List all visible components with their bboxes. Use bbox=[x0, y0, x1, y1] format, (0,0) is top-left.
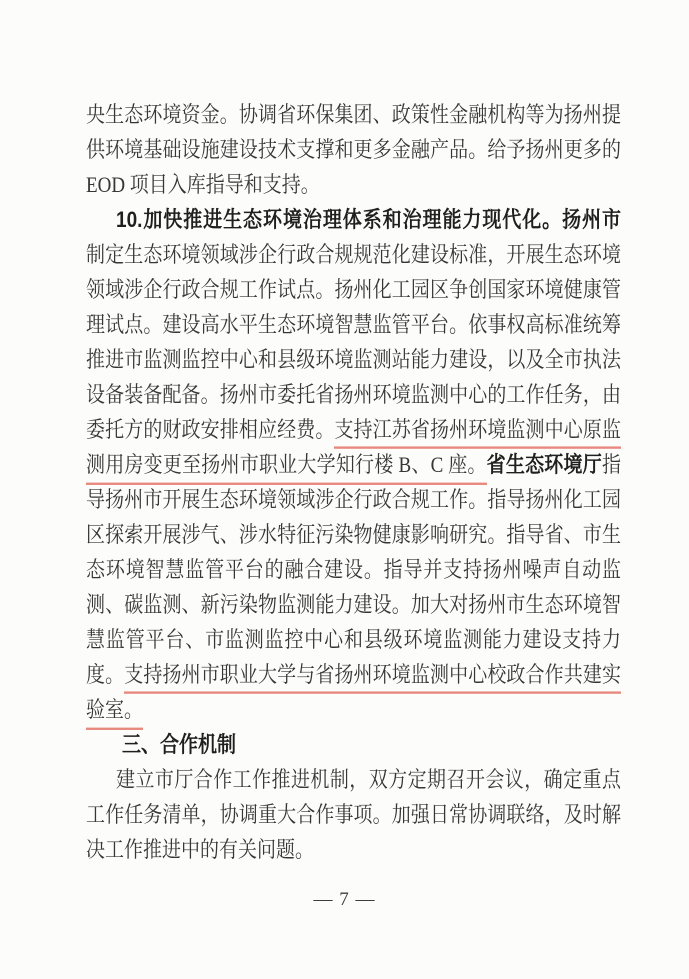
text-segment: 慧监管平台、市监测监控中心和县级环境监测能力建设支持力 bbox=[86, 628, 621, 653]
text-segment: 度。 bbox=[86, 663, 125, 688]
text-segment: 领域涉企行政合规工作试点。扬州化工园区争创国家环境健康管 bbox=[86, 278, 621, 303]
text-segment: 态环境智慧监管平台的融合建设。指导并支持扬州噪声自动监 bbox=[86, 558, 621, 583]
text-segment: 供环境基础设施建设技术支撑和更多金融产品。给予扬州更多的 bbox=[86, 138, 621, 163]
text-line bbox=[86, 830, 621, 871]
text-segment: 制定生态环境领域涉企行政合规规范化建设标准，开展生态环境 bbox=[86, 243, 621, 268]
text-segment: 导扬州市开展生态环境领域涉企行政合规工作。指导扬州化工园 bbox=[86, 488, 621, 513]
text-segment: 测、碳监测、新污染物监测能力建设。加大对扬州市生态环境智 bbox=[86, 593, 621, 618]
bold-inline-text: 省生态环境厅 bbox=[486, 453, 602, 478]
text-segment: 理试点。建设高水平生态环境智慧监管平台。依事权高标准统筹 bbox=[86, 313, 621, 338]
text-segment: 设备装备配备。扬州市委托省扬州环境监测中心的工作任务，由 bbox=[86, 383, 621, 408]
red-underlined-text: 测用房变更至扬州市职业大学知行楼 B、C 座。 bbox=[86, 453, 487, 485]
page-number: — 7 — bbox=[313, 889, 376, 910]
red-underlined-text: 支持江苏省扬州环境监测中心原监 bbox=[334, 418, 621, 449]
bold-heading-text: 10.加快推进生态环境治理体系和治理能力现代化。扬州市 bbox=[116, 208, 621, 233]
red-underlined-text: 验室。 bbox=[86, 698, 143, 730]
text-segment: 指 bbox=[601, 453, 621, 478]
text-segment: 区探索开展涉气、涉水特征污染物健康影响研究。指导省、市生 bbox=[86, 523, 621, 548]
text-segment: 央生态环境资金。协调省环保集团、政策性金融机构等为扬州提 bbox=[86, 103, 621, 128]
document-body bbox=[86, 98, 621, 868]
text-segment: EOD 项目入库指导和支持。 bbox=[86, 173, 320, 198]
text-segment: 决工作推进中的有关问题。 bbox=[86, 838, 315, 863]
text-segment: 推进市监测监控中心和县级环境监测站能力建设，以及全市执法 bbox=[86, 348, 621, 373]
bold-heading-text: 三、合作机制 bbox=[122, 733, 237, 758]
red-underlined-text: 支持扬州市职业大学与省扬州环境监测中心校政合作共建实 bbox=[124, 663, 621, 694]
text-segment: 委托方的财政安排相应经费。 bbox=[86, 418, 335, 443]
text-segment: 建立市厅合作工作推进机制，双方定期召开会议，确定重点 bbox=[116, 768, 621, 793]
text-segment: 工作任务清单，协调重大合作事项。加强日常协调联络，及时解 bbox=[86, 803, 621, 828]
